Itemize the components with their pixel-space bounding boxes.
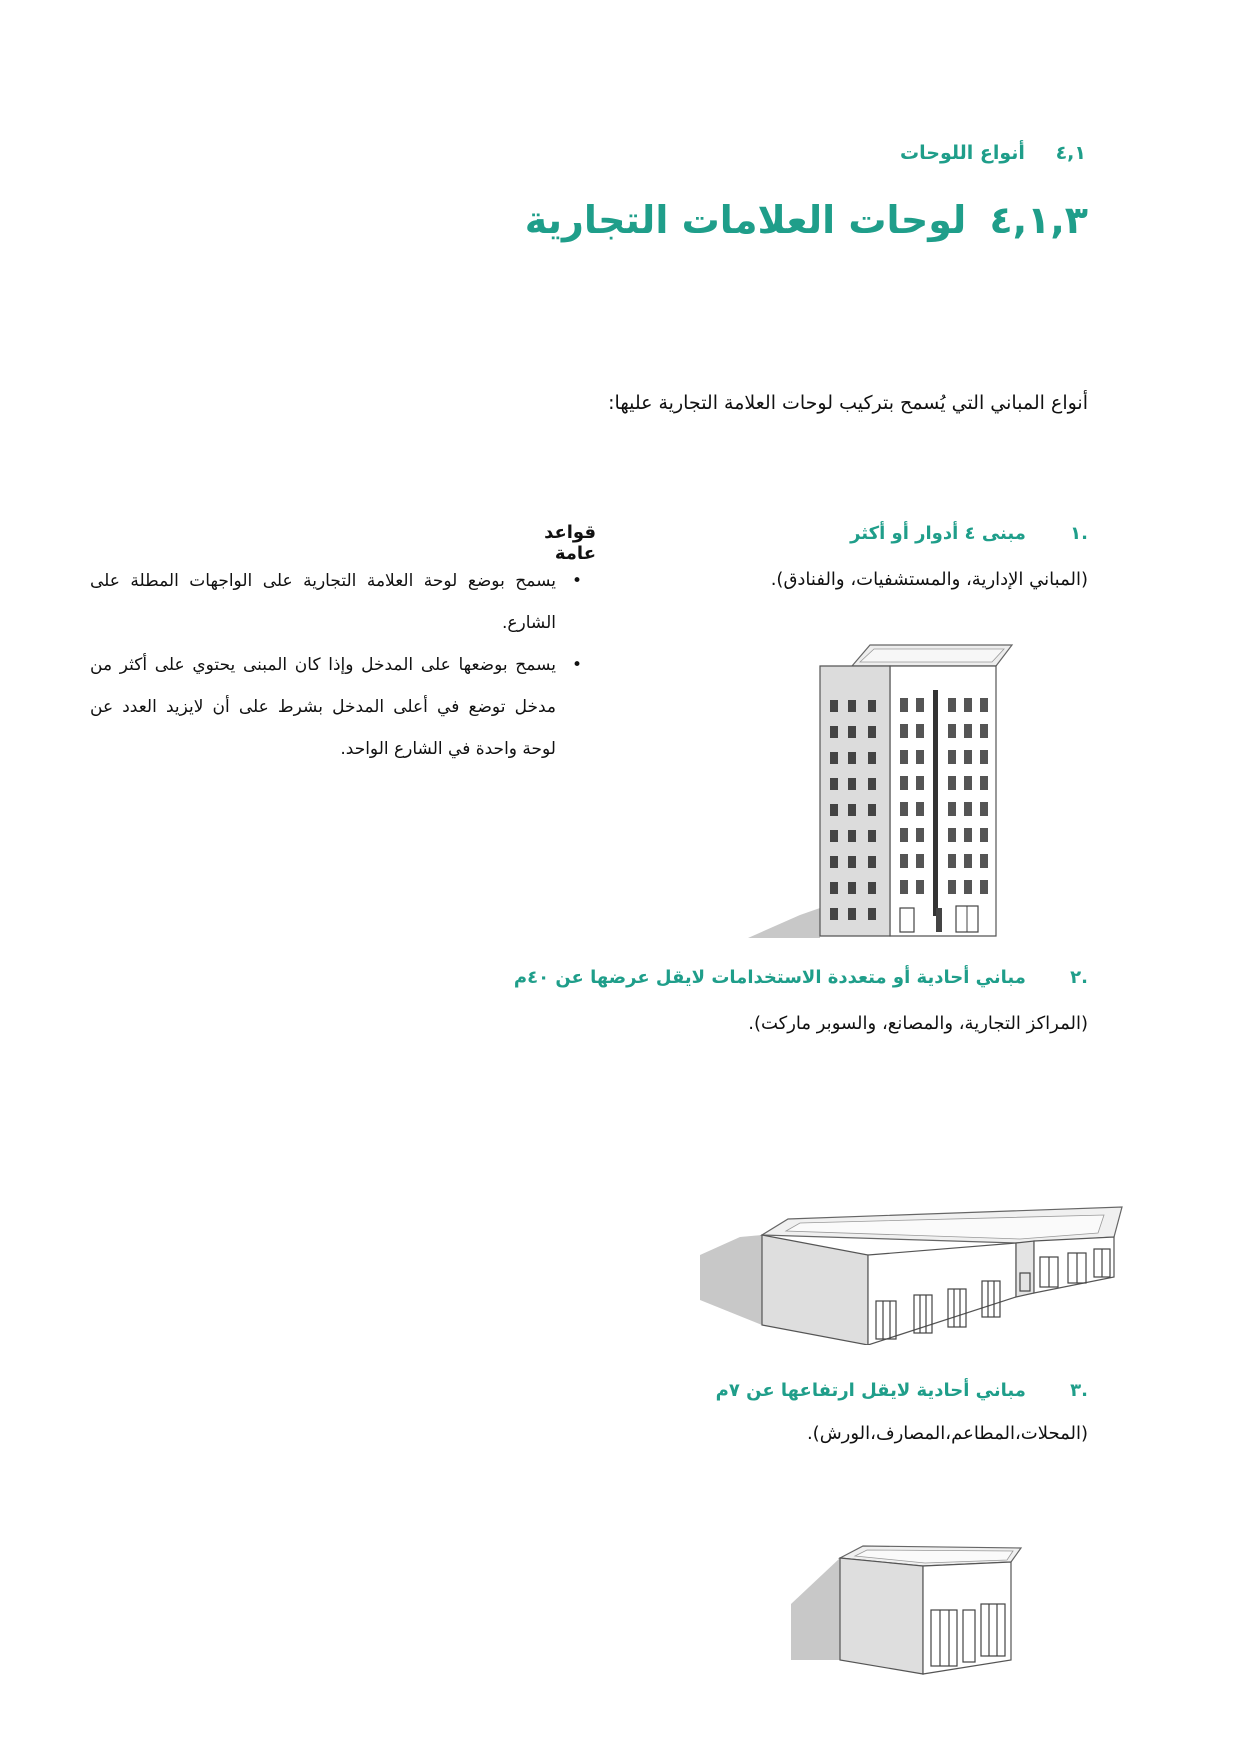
item-heading-3 [716,1380,1088,1401]
item-heading-1 [850,523,1088,544]
item-number: .١ [1070,523,1088,544]
section-number: ٤,١ [1055,142,1086,164]
rule-item [90,644,590,770]
item-number: .٢ [1070,967,1088,988]
rules-title: قواعد عامة [544,522,596,564]
item-title: مباني أحادية لايقل ارتفاعها عن ٧م [715,1380,1026,1401]
item-subtitle-3: (المحلات،المطاعم،المصارف،الورش). [806,1423,1088,1444]
rules-list [90,560,590,770]
rule-text: يسمح بوضع لوحة العلامة التجارية على الواجهات المطلة على الشارع. [90,571,556,633]
small-shop-building-illustration [785,1538,1035,1678]
item-subtitle-1: (المباني الإدارية، والمستشفيات، والفنادق). [770,569,1088,590]
bullet-icon: • [571,655,582,675]
item-number: .٣ [1070,1380,1088,1401]
wide-commercial-building-illustration [690,1195,1130,1345]
item-title: مباني أحادية أو متعددة الاستخدامات لايقل عرضها عن ٤٠م [513,967,1026,988]
intro-text: أنواع المباني التي يُسمح بتركيب لوحات العلامة التجارية عليها: [608,392,1088,414]
item-subtitle-2: (المراكز التجارية، والمصانع، والسوبر ماركت). [748,1013,1088,1034]
rule-item [90,560,590,644]
heading-title: لوحات العلامات التجارية [524,198,967,242]
heading-number: ٤,١,٣ [989,198,1088,242]
page-title [525,198,1088,242]
section-label [900,142,1086,164]
section-title: أنواع اللوحات [900,142,1025,164]
tower-building-illustration [740,640,1040,940]
item-heading-2 [514,967,1088,988]
rule-text: يسمح بوضعها على المدخل وإذا كان المبنى يحتوي على أكثر من مدخل توضع في أعلى المدخل بشرط على أن لايزيد العدد عن لوحة واحدة في الشارع الواحد. [90,655,556,759]
bullet-icon: • [571,571,582,591]
item-title: مبنى ٤ أدوار أو أكثر [850,523,1026,544]
